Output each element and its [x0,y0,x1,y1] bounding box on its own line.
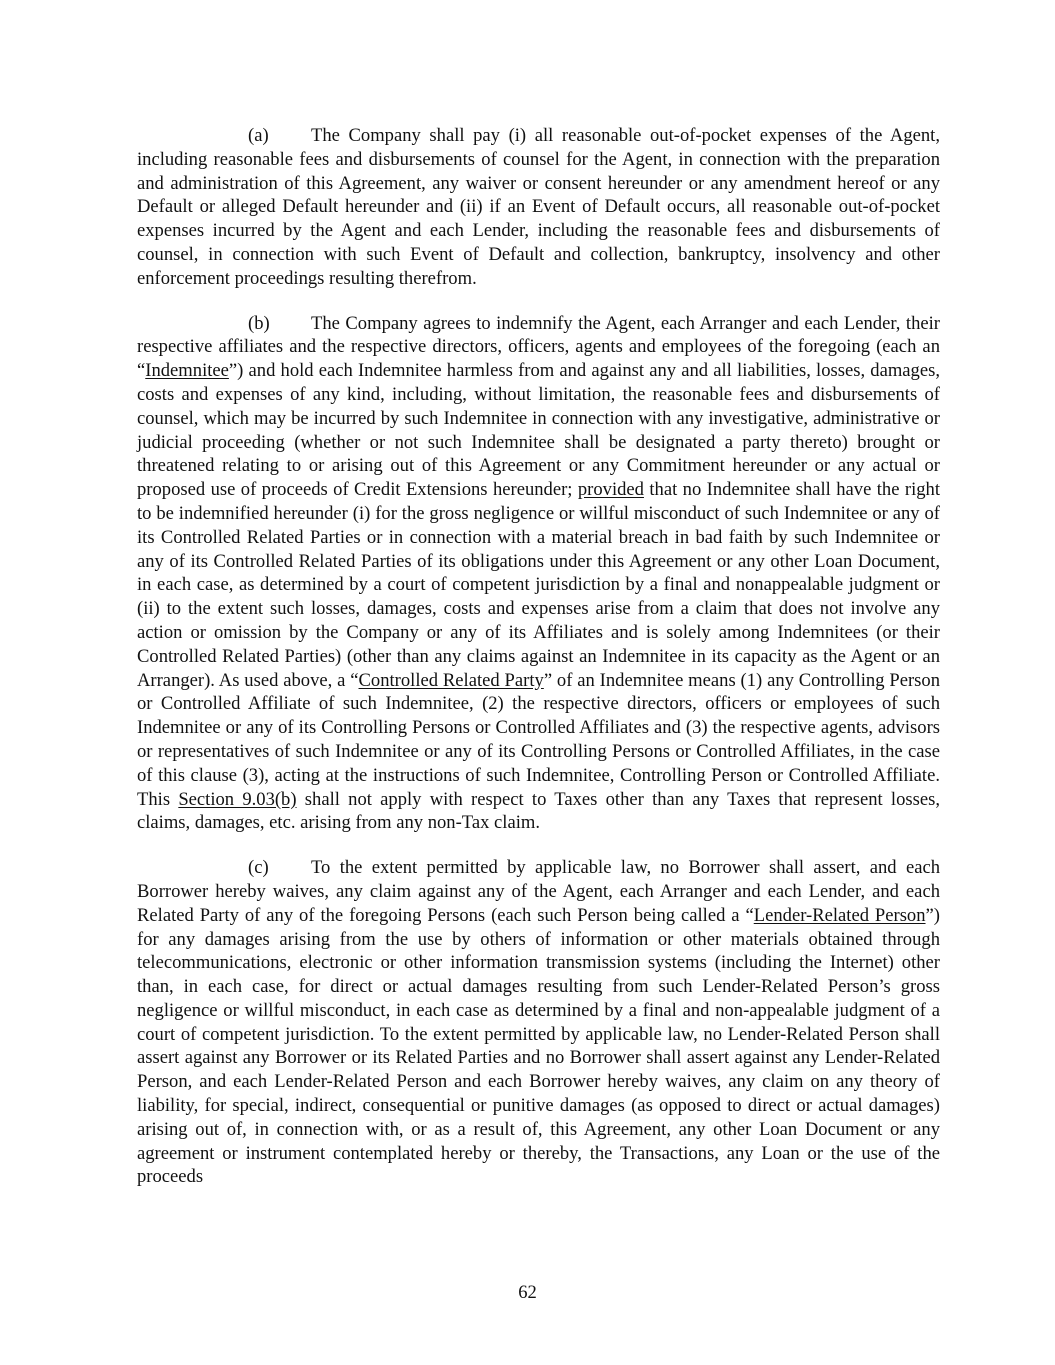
paragraph-text: ”) for any damages arising from the use by others of information or other materials obtained through telecommunications, electronic or other information transmission systems (including the Internet) other than, in each case, for direct or actual damages resulting from such Lender-Related Person’s gross negligence or willful misconduct, in each case as determined by a final and non-appealable judgment of a court of competent jurisdiction. To the extent permitted by applicable law, no Lender-Related Person shall assert against any Borrower or its Related Parties and no Borrower shall assert against any Lender-Related Person, and each Lender-Related Person and each Borrower hereby waives, any claim on any theory of liability, for special, indirect, consequential or punitive damages (as opposed to direct or actual damages) arising out of, in connection with, or as a result of, this Agreement, any other Loan Document or any agreement or instrument contemplated hereby or thereby, the Transactions, any Loan or the use of the proceeds [137,904,940,1188]
page-number: 62 [518,1282,537,1303]
paragraph-label: (b) [248,312,270,334]
paragraph-label: (c) [248,857,269,879]
defined-term-provided: provided [577,479,644,501]
paragraph-text: ” of an Indemnitee means (1) any Controlling Person or Controlled Affiliate of such Indemnitee, (2) the respective directors, officers or employees of such Indemnitee or any of its Controlling Persons or Controlled Affiliates and (3) the respective agents, advisors or representatives of such Indemnitee or any of its Controlling Persons or Controlled Affiliates, in the case of this clause (3), acting at the instructions of such Indemnitee, Controlling Person or Controlled Affiliate. This [137,669,940,810]
defined-term-lender-related-person: Lender-Related Person [753,904,926,926]
paragraph-label: (a) [248,125,269,146]
paragraph-text: The Company agrees to indemnify the Agent, each Arranger and each Lender, their respective affiliates and the respective directors, officers, agents and employees of the foregoing (each an “ [137,312,940,382]
defined-term-controlled-related-party: Controlled Related Party [358,669,544,691]
section-reference: Section 9.03(b) [178,788,297,810]
paragraph-b [137,312,940,836]
defined-term-indemnitee: Indemnitee [145,360,229,382]
paragraph-text: To the extent permitted by applicable law, no Borrower shall assert, and each Borrower hereby waives, any claim against any of the Agent, each Arranger and each Lender, and each Related Party of any of the foregoing Persons (each such Person being called a “ [137,857,940,926]
paragraph-c [137,856,940,1189]
document-body [137,124,940,1210]
paragraph-a [137,124,940,291]
paragraph-text: shall not apply with respect to Taxes other than any Taxes that represent losses, claims, damages, etc. arising from any non-Tax claim. [137,788,940,834]
paragraph-text: ”) and hold each Indemnitee harmless from and against any and all liabilities, losses, damages, costs and expenses of any kind, including, without limitation, the reasonable fees and disbursements of counsel, which may be incurred by such Indemnitee in connection with any investigative, administrative or judicial proceeding (whether or not such Indemnitee shall be designated a party thereto) brought or threatened relating to or arising out of this Agreement or any Commitment hereunder or any actual or proposed use of proceeds of Credit Extensions hereunder; [137,360,940,501]
paragraph-text: The Company shall pay (i) all reasonable out-of-pocket expenses of the Agent, including reasonable fees and disbursements of counsel for the Agent, in connection with the preparation and administration of this Agreement, any waiver or consent hereunder or any amendment hereof or any Default or alleged Default hereunder and (ii) if an Event of Default occurs, all reasonable out-of-pocket expenses incurred by the Agent and each Lender, including the reasonable fees and disbursements of counsel, in connection with such Event of Default and collection, bankruptcy, insolvency and other enforcement proceedings resulting therefrom. [137,125,940,289]
paragraph-text: that no Indemnitee shall have the right to be indemnified hereunder (i) for the gross negligence or willful misconduct of such Indemnitee or any of its Controlled Related Parties or in connection with a material breach in bad faith by such Indemnitee or any of its Controlled Related Parties of its obligations under this Agreement or any other Loan Document, in each case, as determined by a court of competent jurisdiction by a final and nonappealable judgment or (ii) to the extent such losses, damages, costs and expenses arise from a claim that does not involve any action or omission by the Company or any of its Affiliates and is solely among Indemnitees (or their Controlled Related Parties) (other than any claims against an Indemnitee in its capacity as the Agent or an Arranger). As used above, a “ [137,479,940,691]
